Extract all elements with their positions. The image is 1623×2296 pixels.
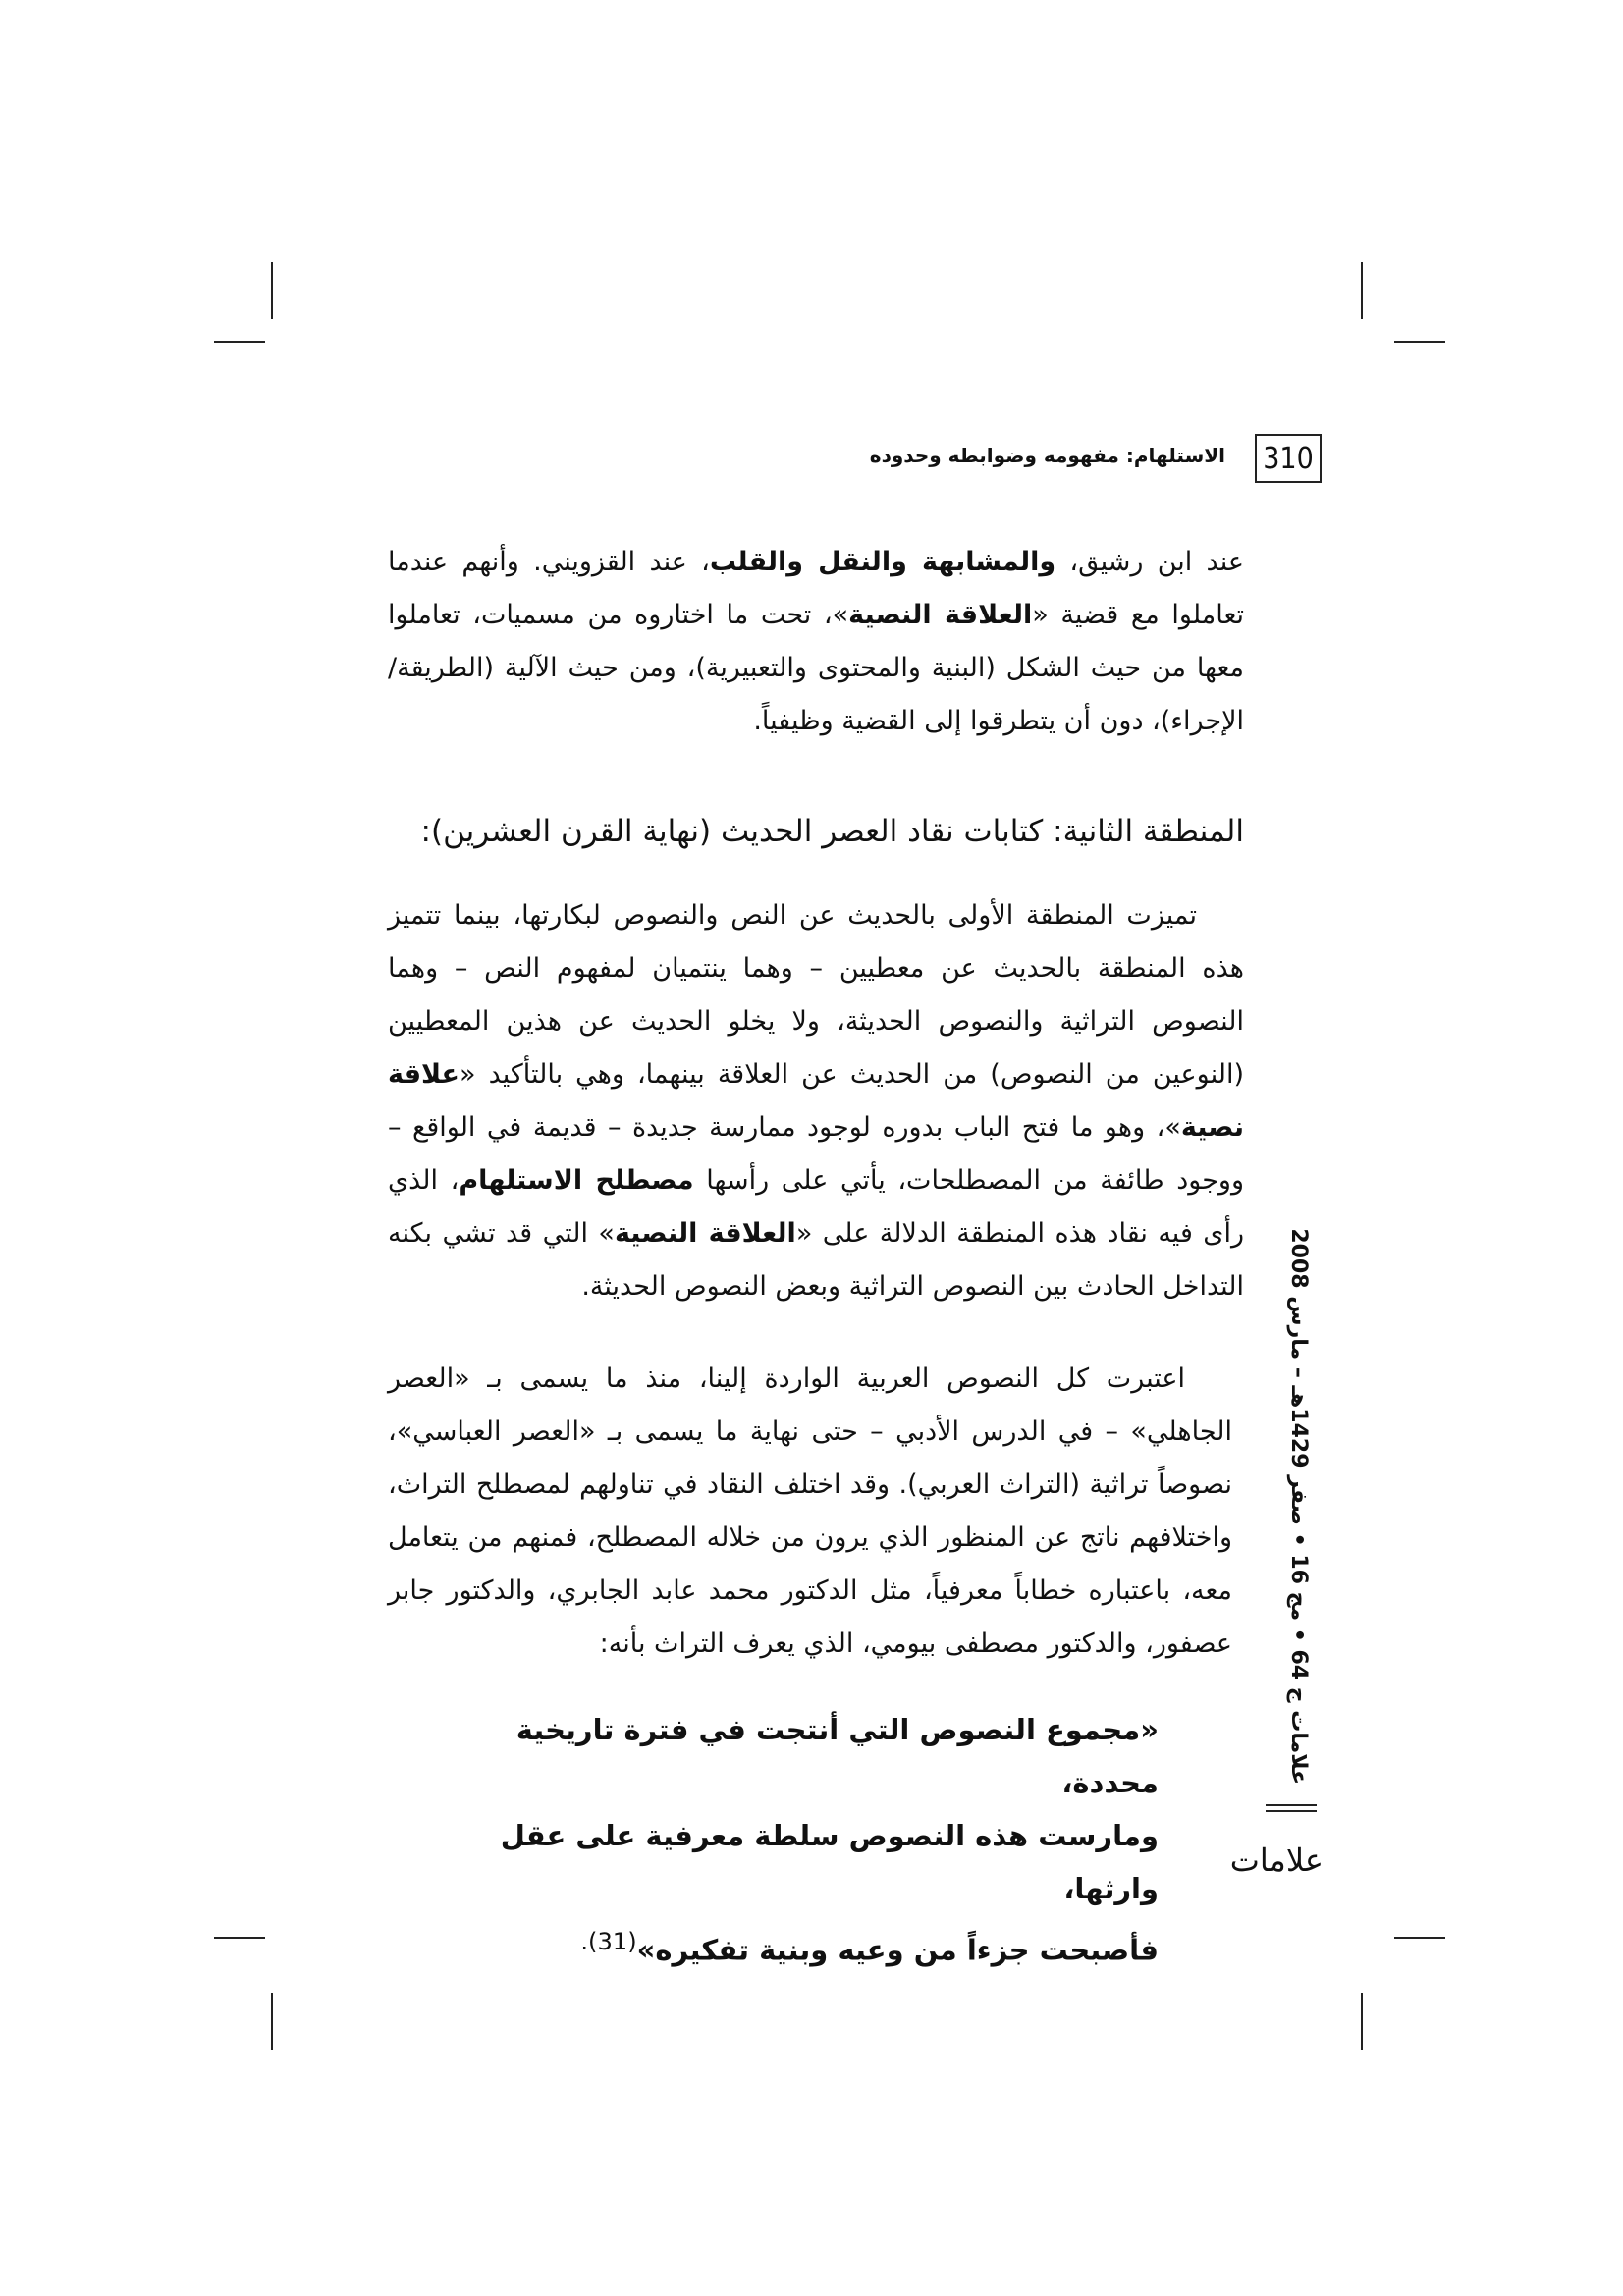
page-number: 310 bbox=[1255, 434, 1322, 483]
quote-line: فأصبحت جزءاً من وعيه وبنية تفكيره» bbox=[636, 1933, 1159, 1967]
bold-term: العلاقة النصية bbox=[614, 1218, 796, 1249]
paragraph-3-text: اعتبرت كل النصوص العربية الواردة إلينا، منذ ما يسمى بـ «العصر الجاهلي» – في الدرس الأدبي – حتى نهاية ما يسمى بـ «العصر العباسي»، نصوصاً تراثية (التراث العربي). وقد اختلف النقاد في تناولهم لمصطلح التراث، واختلافهم ناتج عن المنظور الذي يرون من خلاله المصطلح، فمنهم من يتعامل معه، باعتباره خطاباً معرفياً، مثل الدكتور محمد عابد الجابري، والدكتور جابر عصفور، والدكتور مصطفى بيومي، الذي يعرف التراث بأنه: bbox=[388, 1363, 1232, 1659]
bold-term: العلاقة النصية bbox=[848, 600, 1033, 630]
bold-term: مصطلح الاستلهام bbox=[459, 1165, 694, 1196]
page-header bbox=[388, 434, 1324, 483]
section-heading: المنطقة الثانية: كتابات نقاد العصر الحديث (نهاية القرن العشرين): bbox=[420, 814, 1244, 849]
quote-line: «مجموع النصوص التي أنتجت في فترة تاريخية محددة، bbox=[515, 1713, 1159, 1799]
crop-mark bbox=[1394, 1937, 1445, 1939]
crop-mark bbox=[271, 262, 273, 319]
block-quote bbox=[481, 1703, 1159, 1977]
text-run: ، الذي رأى فيه نقاد هذه المنطقة الدلالة على « bbox=[388, 1165, 1244, 1249]
text-run: تميزت المنطقة الأولى بالحديث عن النص والنصوص لبكارتها، بينما تتميز هذه المنطقة بالحديث عن معطيين – وهما ينتميان لمفهوم النص – وهما النصوص التراثية والنصوص الحديثة، ولا يخلو الحديث عن هذين المعطيين (النوعين من النصوص) من الحديث عن العلاقة بينهما، وهي بالتأكيد « bbox=[388, 900, 1244, 1090]
paragraph-3 bbox=[388, 1353, 1232, 1671]
bold-term: والمشابهة والنقل والقلب bbox=[709, 547, 1056, 577]
text-run: عند ابن رشيق، bbox=[1055, 547, 1244, 577]
text-run: » التي قد تشي بكنه التداخل الحادث بين النصوص التراثية وبعض النصوص الحديثة. bbox=[388, 1218, 1244, 1302]
footnote-ref: (31). bbox=[580, 1928, 637, 1955]
section-heading-wrap bbox=[388, 805, 1244, 858]
crop-mark bbox=[1394, 341, 1445, 343]
crop-mark bbox=[1361, 262, 1363, 319]
paragraph-2 bbox=[388, 889, 1244, 1313]
quote-line-3 bbox=[481, 1915, 1159, 1977]
crop-mark bbox=[214, 1937, 265, 1939]
journal-issue-info: علامات ج 64 • مج 16 • صفر 1429هـ – مارس 2008 bbox=[1286, 1228, 1311, 1785]
text-run: ، عند القزويني. وأنهم عندما تعاملوا مع قضية « bbox=[388, 547, 1244, 630]
quote-line: ومارست هذه النصوص سلطة معرفية على عقل وارثها، bbox=[500, 1819, 1159, 1905]
text-run: »، تحت ما اختاروه من مسميات، تعاملوا معها من حيث الشكل (البنية والمحتوى والتعبيرية)، ومن حيث الآلية (الطريقة/ الإجراء)، دون أن يتطرقوا إلى القضية وظيفياً. bbox=[388, 600, 1244, 736]
sidebar-rule bbox=[1266, 1804, 1317, 1816]
journal-sidebar bbox=[1262, 1228, 1321, 1799]
crop-mark bbox=[271, 1993, 273, 2050]
paragraph-1 bbox=[388, 536, 1244, 748]
crop-mark bbox=[214, 341, 265, 343]
journal-logo: علامات bbox=[1229, 1842, 1324, 1879]
running-title: الاستلهام: مفهومه وضوابطه وحدوده bbox=[869, 444, 1225, 467]
bold-term: علاقة نصية bbox=[388, 1059, 1244, 1143]
text-run: »، وهو ما فتح الباب بدوره لوجود ممارسة جديدة – قديمة في الواقع – ووجود طائفة من المصطلحات، يأتي على رأسها bbox=[388, 1112, 1244, 1196]
crop-mark bbox=[1361, 1993, 1363, 2050]
